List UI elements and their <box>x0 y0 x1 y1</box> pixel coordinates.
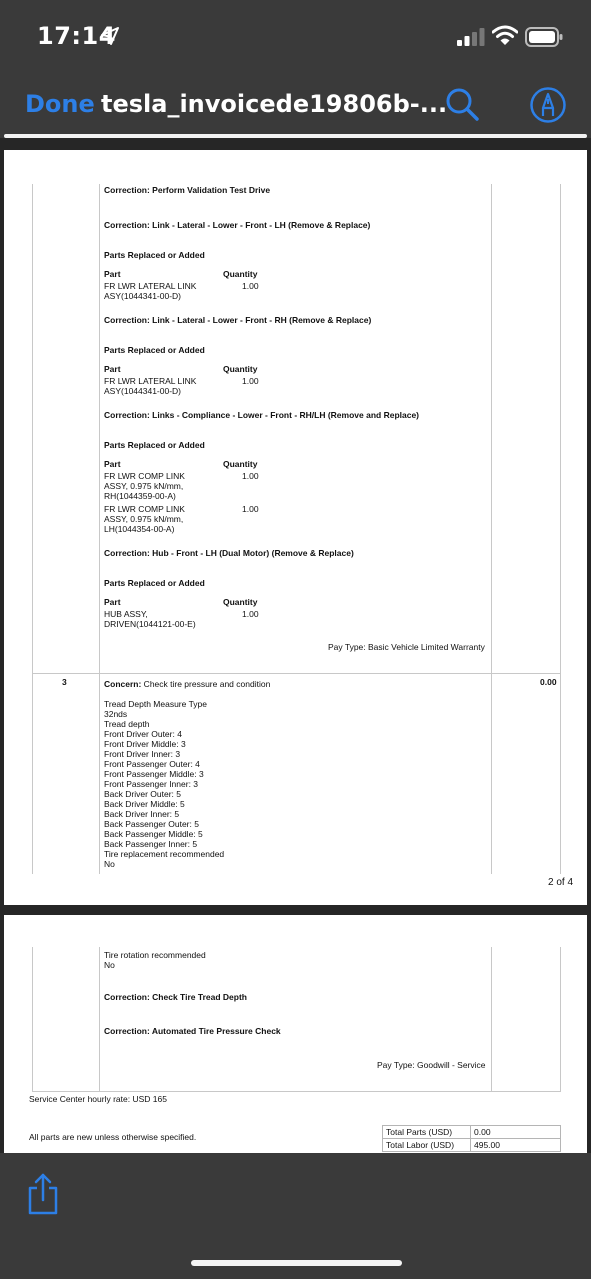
document-text-line: ASY(1044341-00-D) <box>104 386 182 396</box>
document-text-line: Front Passenger Middle: 3 <box>104 769 204 779</box>
document-text-line: 1.00 <box>242 281 259 291</box>
document-text-line: Back Driver Outer: 5 <box>104 789 181 799</box>
document-text-line: Correction: Perform Validation Test Drive <box>104 185 271 195</box>
bottom-toolbar <box>0 1153 591 1279</box>
document-text-line: Front Driver Inner: 3 <box>104 749 181 759</box>
document-text-line: RH(1044359-00-A) <box>104 491 176 501</box>
document-text-line: Correction: Link - Lateral - Lower - Front - RH (Remove & Replace) <box>104 315 372 325</box>
document-text-line: ASY(1044341-00-D) <box>104 291 182 301</box>
wifi-icon <box>492 25 518 46</box>
concern-line <box>104 679 270 689</box>
document-text-line: Part <box>104 459 121 469</box>
document-scroll-area[interactable] <box>0 138 591 1153</box>
document-text-line: LH(1044354-00-A) <box>104 524 175 534</box>
document-text-line: Back Passenger Middle: 5 <box>104 829 203 839</box>
document-text-line: Parts Replaced or Added <box>104 440 205 450</box>
table-border <box>491 947 492 1091</box>
search-icon[interactable] <box>444 86 480 122</box>
document-text-line: FR LWR LATERAL LINK <box>104 281 197 291</box>
document-text-line: Tire rotation recommended <box>104 950 206 960</box>
document-text-line: Correction: Links - Compliance - Lower - Front - RH/LH (Remove and Replace) <box>104 410 420 420</box>
document-text-line: Correction: Hub - Front - LH (Dual Motor) (Remove & Replace) <box>104 548 354 558</box>
totals-row <box>383 1139 561 1152</box>
table-row-divider <box>32 673 561 674</box>
document-text-line: Back Passenger Inner: 5 <box>104 839 198 849</box>
status-time: 17:14 <box>37 22 116 50</box>
document-text-line: 1.00 <box>242 471 259 481</box>
document-text-line: Correction: Link - Lateral - Lower - Front - LH (Remove & Replace) <box>104 220 371 230</box>
pdf-page-2 <box>4 150 587 905</box>
document-text-line: Quantity <box>223 269 258 279</box>
done-button[interactable]: Done <box>25 90 95 118</box>
document-text-line: Back Passenger Outer: 5 <box>104 819 199 829</box>
document-text-line: Parts Replaced or Added <box>104 250 205 260</box>
document-text-line: No <box>104 960 115 970</box>
document-text-line: Tread depth <box>104 719 150 729</box>
document-text-line: Part <box>104 597 121 607</box>
document-text-line: Service Center hourly rate: USD 165 <box>29 1094 167 1104</box>
document-text-line: Parts Replaced or Added <box>104 345 205 355</box>
document-text-line: 1.00 <box>242 504 259 514</box>
status-bar <box>0 0 591 72</box>
concern-label: Concern: <box>104 679 142 689</box>
document-text-line: Correction: Automated Tire Pressure Check <box>104 1026 281 1036</box>
nav-bar <box>0 72 591 138</box>
markup-pen-icon[interactable] <box>529 86 567 124</box>
document-text-line: Part <box>104 364 121 374</box>
table-border <box>32 184 33 874</box>
document-text-line: FR LWR COMP LINK <box>104 504 185 514</box>
document-text-line: Quantity <box>223 597 258 607</box>
document-text-line: ASSY, 0.975 kN/mm, <box>104 514 184 524</box>
document-text-line: Front Passenger Inner: 3 <box>104 779 199 789</box>
home-indicator[interactable] <box>191 1260 402 1266</box>
document-text-line: Front Passenger Outer: 4 <box>104 759 200 769</box>
document-text-line: Tread Depth Measure Type <box>104 699 208 709</box>
document-text-line: 0.00 <box>540 677 557 687</box>
document-title: tesla_invoicede19806b-... <box>101 90 448 118</box>
document-text-line: 32nds <box>104 709 128 719</box>
totals-label: Total Parts (USD) <box>383 1126 471 1139</box>
document-text-line: Part <box>104 269 121 279</box>
document-text-line: Quantity <box>223 459 258 469</box>
document-text-line: Tire replacement recommended <box>104 849 225 859</box>
totals-table <box>382 1125 561 1152</box>
document-text-line: Back Driver Middle: 5 <box>104 799 185 809</box>
document-text-line: DRIVEN(1044121-00-E) <box>104 619 196 629</box>
document-text-line: FR LWR LATERAL LINK <box>104 376 197 386</box>
totals-value: 495.00 <box>471 1139 561 1152</box>
document-text-line: 1.00 <box>242 376 259 386</box>
document-text-line: Quantity <box>223 364 258 374</box>
table-border <box>491 184 492 874</box>
cellular-signal-icon <box>457 28 485 46</box>
table-border <box>32 947 33 1091</box>
table-border <box>560 947 561 1091</box>
document-text-line: Correction: Check Tire Tread Depth <box>104 992 247 1002</box>
document-text-line: Front Driver Middle: 3 <box>104 739 186 749</box>
document-text-line: 1.00 <box>242 609 259 619</box>
concern-text: Check tire pressure and condition <box>141 679 271 689</box>
totals-row <box>383 1126 561 1139</box>
document-text-line: HUB ASSY, <box>104 609 148 619</box>
document-text-line: Front Driver Outer: 4 <box>104 729 182 739</box>
document-text-line: Pay Type: Basic Vehicle Limited Warranty <box>328 642 485 652</box>
document-text-line: FR LWR COMP LINK <box>104 471 185 481</box>
pdf-page-3 <box>4 915 587 1153</box>
share-icon[interactable] <box>27 1173 59 1215</box>
table-border <box>560 184 561 874</box>
document-text-line: Pay Type: Goodwill - Service <box>377 1060 486 1070</box>
table-bottom-border <box>32 1091 561 1092</box>
document-text-line: Back Driver Inner: 5 <box>104 809 180 819</box>
document-text-line: ASSY, 0.975 kN/mm, <box>104 481 184 491</box>
table-border <box>99 947 100 1091</box>
page-number: 2 of 4 <box>548 877 574 888</box>
document-text-line: Parts Replaced or Added <box>104 578 205 588</box>
battery-icon <box>525 27 563 47</box>
totals-label: Total Labor (USD) <box>383 1139 471 1152</box>
totals-value: 0.00 <box>471 1126 561 1139</box>
document-text-line: No <box>104 859 115 869</box>
table-border <box>99 184 100 874</box>
document-text-line: 3 <box>62 677 67 687</box>
location-arrow-icon <box>100 26 120 46</box>
document-text-line: All parts are new unless otherwise specified. <box>29 1132 197 1142</box>
